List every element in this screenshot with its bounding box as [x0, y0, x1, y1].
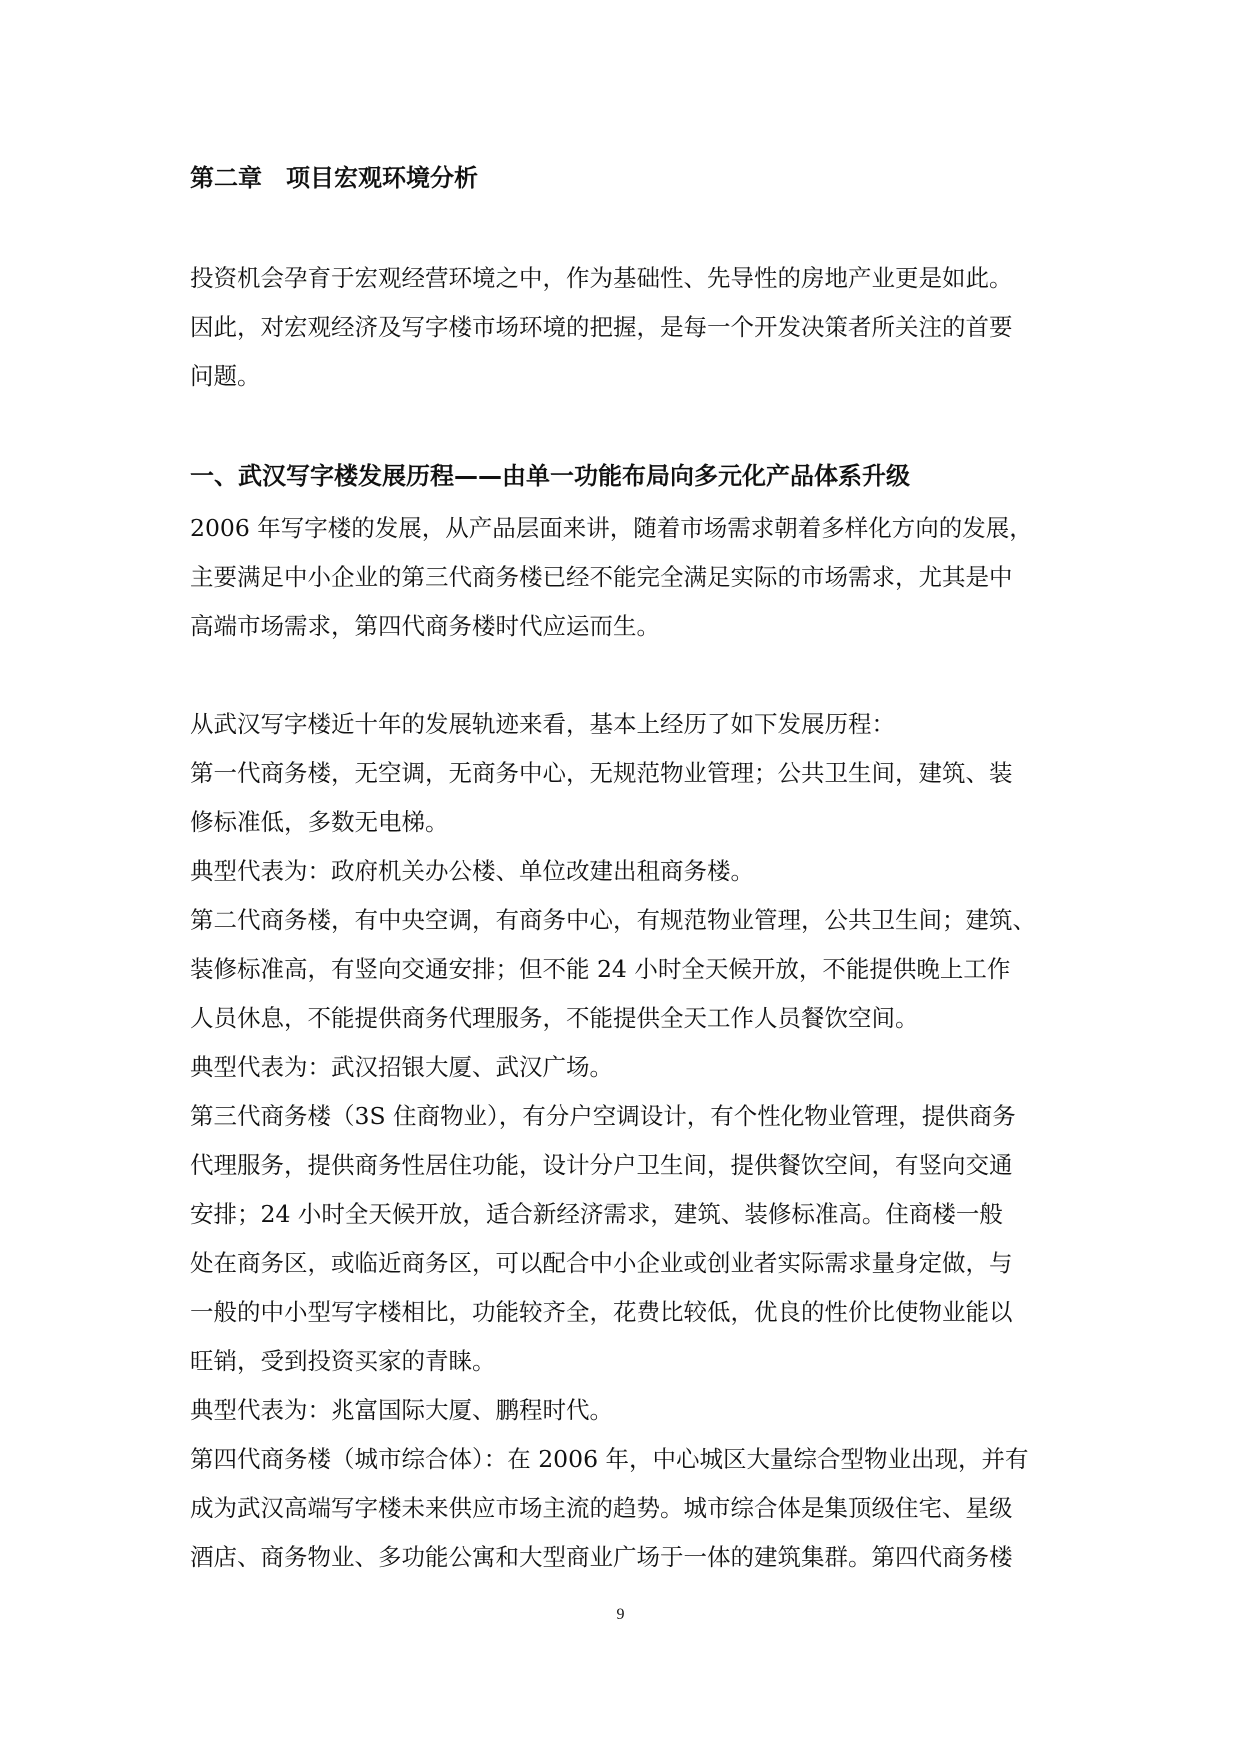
page-content	[190, 158, 1052, 1582]
history-line: 安排；24 小时全天候开放，适合新经济需求，建筑、装修标准高。住商楼一般	[190, 1200, 1003, 1228]
paragraph-line: 2006 年写字楼的发展，从产品层面来讲，随着市场需求朝着多样化方向的发展，	[190, 514, 1033, 542]
paragraph-line: 高端市场需求，第四代商务楼时代应运而生。	[190, 612, 660, 640]
history-line: 典型代表为：兆富国际大厦、鹏程时代。	[190, 1396, 613, 1424]
history-line: 人员休息，不能提供商务代理服务，不能提供全天工作人员餐饮空间。	[190, 1004, 919, 1032]
history-line: 旺销，受到投资买家的青睐。	[190, 1347, 496, 1375]
history-line: 修标准低，多数无电梯。	[190, 808, 449, 836]
chapter-title: 第二章 项目宏观环境分析	[190, 164, 478, 192]
history-line: 从武汉写字楼近十年的发展轨迹来看，基本上经历了如下发展历程：	[190, 710, 895, 738]
history-line: 装修标准高，有竖向交通安排；但不能 24 小时全天候开放，不能提供晚上工作	[190, 955, 1011, 983]
history-line: 典型代表为：武汉招银大厦、武汉广场。	[190, 1053, 613, 1081]
history-line: 代理服务，提供商务性居住功能，设计分户卫生间，提供餐饮空间，有竖向交通	[190, 1151, 1013, 1179]
section-paragraph	[190, 504, 1052, 651]
intro-paragraph	[190, 254, 1052, 401]
history-line: 处在商务区，或临近商务区，可以配合中小企业或创业者实际需求量身定做，与	[190, 1249, 1013, 1277]
intro-line: 投资机会孕育于宏观经营环境之中，作为基础性、先导性的房地产业更是如此。	[190, 264, 1013, 292]
history-line: 第二代商务楼，有中央空调，有商务中心，有规范物业管理，公共卫生间；建筑、	[190, 906, 1036, 934]
intro-line: 因此，对宏观经济及写字楼市场环境的把握，是每一个开发决策者所关注的首要	[190, 313, 1013, 341]
history-line: 典型代表为：政府机关办公楼、单位改建出租商务楼。	[190, 857, 754, 885]
intro-line: 问题。	[190, 362, 261, 390]
history-line: 第三代商务楼（3S 住商物业），有分户空调设计，有个性化物业管理，提供商务	[190, 1102, 1016, 1130]
paragraph-spacer	[190, 651, 1052, 700]
history-line: 一般的中小型写字楼相比，功能较齐全，花费比较低，优良的性价比使物业能以	[190, 1298, 1013, 1326]
history-list	[190, 700, 1052, 1582]
page-number: 9	[616, 1606, 625, 1623]
history-line: 成为武汉高端写字楼未来供应市场主流的趋势。城市综合体是集顶级住宅、星级	[190, 1494, 1013, 1522]
paragraph-line: 主要满足中小企业的第三代商务楼已经不能完全满足实际的市场需求，尤其是中	[190, 563, 1013, 591]
history-line: 酒店、商务物业、多功能公寓和大型商业广场于一体的建筑集群。第四代商务楼	[190, 1543, 1013, 1571]
history-line: 第四代商务楼（城市综合体）：在 2006 年，中心城区大量综合型物业出现，并有	[190, 1445, 1029, 1473]
section-title: 一、武汉写字楼发展历程——由单一功能布局向多元化产品体系升级	[190, 462, 910, 490]
history-line: 第一代商务楼，无空调，无商务中心，无规范物业管理；公共卫生间，建筑、装	[190, 759, 1013, 787]
